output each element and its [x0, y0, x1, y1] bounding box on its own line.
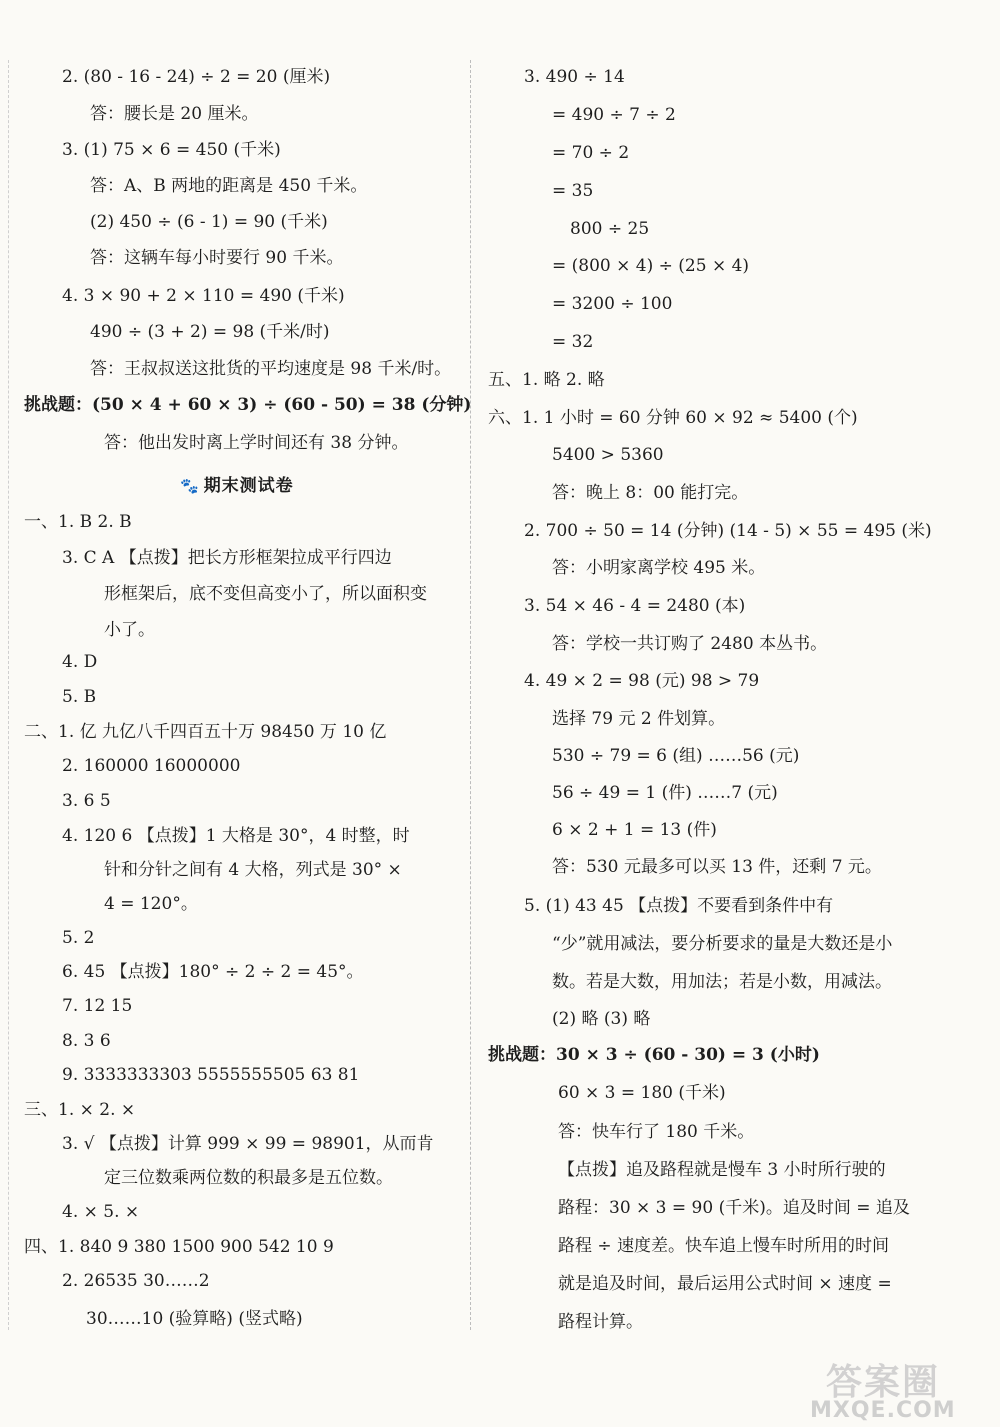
answer-line: 4 = 120°。 [104, 894, 198, 914]
answer-line: = 35 [552, 181, 594, 201]
paw-icon: 🐾 [180, 477, 200, 495]
answer-line: = 490 ÷ 7 ÷ 2 [552, 105, 676, 125]
answer-line: 路程 ÷ 速度差。快车追上慢车时所用的时间 [558, 1236, 890, 1256]
answer-line: 一、1. B 2. B [24, 512, 132, 532]
answer-line: 2. 700 ÷ 50 = 14 (分钟) (14 - 5) × 55 = 495 (米) [524, 521, 932, 541]
answer-line: (2) 450 ÷ (6 - 1) = 90 (千米) [90, 212, 328, 232]
answer-line: 30……10 (验算略) (竖式略) [86, 1309, 303, 1329]
answer-line: 路程计算。 [558, 1312, 643, 1332]
answer-line: 答：快车行了 180 千米。 [558, 1122, 755, 1142]
answer-line: 4. D [62, 652, 98, 672]
watermark-url: MXQE.COM [810, 1398, 956, 1423]
answer-line: 4. 49 × 2 = 98 (元) 98 > 79 [524, 671, 760, 691]
answer-line: 56 ÷ 49 = 1 (件) ……7 (元) [552, 783, 778, 803]
answer-line: 二、1. 亿 九亿八千四百五十万 98450 万 10 亿 [24, 722, 387, 742]
answer-line: 选择 79 元 2 件划算。 [552, 709, 726, 729]
answer-line: “少”就用减法，要分析要求的量是大数还是小 [552, 934, 893, 954]
answer-line: 三、1. × 2. × [24, 1100, 136, 1120]
answer-line: 答：小明家离学校 495 米。 [552, 558, 766, 578]
answer-line: 就是追及时间，最后运用公式时间 × 速度 = [558, 1274, 892, 1294]
answer-line: 答：王叔叔送这批货的平均速度是 98 千米/时。 [90, 359, 452, 379]
answer-line: 4. 3 × 90 + 2 × 110 = 490 (千米) [62, 286, 345, 306]
answer-line: = (800 × 4) ÷ (25 × 4) [552, 256, 750, 276]
answer-line: 4. 120 6 【点拨】1 大格是 30°，4 时整，时 [62, 826, 410, 846]
left-margin-line [8, 60, 9, 1330]
answer-line: 60 × 3 = 180 (千米) [558, 1083, 726, 1103]
site-watermark [806, 1362, 996, 1423]
answer-line: 答：530 元最多可以买 13 件，还剩 7 元。 [552, 857, 882, 877]
answer-line: 490 ÷ (3 + 2) = 98 (千米/时) [90, 322, 330, 342]
answer-line: 数。若是大数，用加法；若是小数，用减法。 [552, 972, 892, 992]
answer-line: 六、1. 1 小时 = 60 分钟 60 × 92 ≈ 5400 (个) [488, 408, 858, 428]
answer-line: 路程：30 × 3 = 90 (千米)。追及时间 = 追及 [558, 1198, 910, 1218]
answer-line: = 32 [552, 332, 594, 352]
answer-line: 【点拨】追及路程就是慢车 3 小时所行驶的 [558, 1160, 886, 1180]
answer-line: 答：A、B 两地的距离是 450 千米。 [90, 176, 368, 196]
answer-line: = 70 ÷ 2 [552, 143, 630, 163]
answer-line: 答：他出发时离上学时间还有 38 分钟。 [104, 433, 409, 453]
answer-line: 530 ÷ 79 = 6 (组) ……56 (元) [552, 746, 800, 766]
answer-line: 针和分针之间有 4 大格，列式是 30° × [104, 860, 402, 880]
answer-line: 6 × 2 + 1 = 13 (件) [552, 820, 717, 840]
column-divider [470, 60, 471, 1330]
answer-line: 四、1. 840 9 380 1500 900 542 10 9 [24, 1237, 334, 1257]
answer-line: 答：晚上 8：00 能打完。 [552, 483, 749, 503]
answer-line: 3. 54 × 46 - 4 = 2480 (本) [524, 596, 746, 616]
answer-line: 答：这辆车每小时要行 90 千米。 [90, 248, 344, 268]
answer-line: 3. 6 5 [62, 791, 111, 811]
answer-line: 小了。 [104, 620, 155, 640]
answer-line: = 3200 ÷ 100 [552, 294, 673, 314]
answer-line: 形框架后，底不变但高变小了，所以面积变 [104, 584, 427, 604]
answer-line: 定三位数乘两位数的积最多是五位数。 [104, 1168, 393, 1188]
answer-line: 5. B [62, 687, 97, 707]
answer-line: 2. 160000 16000000 [62, 756, 241, 776]
challenge-line: 挑战题：(50 × 4 + 60 × 3) ÷ (60 - 50) = 38 (分钟) [24, 395, 472, 415]
answer-line: 7. 12 15 [62, 996, 133, 1016]
answer-line: 4. × 5. × [62, 1202, 140, 1222]
answer-line: 3. 490 ÷ 14 [524, 67, 625, 87]
answer-line: 6. 45 【点拨】180° ÷ 2 ÷ 2 = 45°。 [62, 962, 364, 982]
answer-line: 5400 > 5360 [552, 445, 664, 465]
answer-line: 3. (1) 75 × 6 = 450 (千米) [62, 140, 281, 160]
answer-line: 2. (80 - 16 - 24) ÷ 2 = 20 (厘米) [62, 67, 331, 87]
answer-line: 五、1. 略 2. 略 [488, 370, 605, 390]
answer-line: 5. 2 [62, 928, 95, 948]
answer-line: 5. (1) 43 45 【点拨】不要看到条件中有 [524, 896, 834, 916]
answer-line: 8. 3 6 [62, 1031, 111, 1051]
answer-line: 3. C A 【点拨】把长方形框架拉成平行四边 [62, 548, 392, 568]
answer-line: 800 ÷ 25 [570, 219, 650, 239]
answer-line: (2) 略 (3) 略 [552, 1009, 651, 1029]
answer-line: 9. 3333333303 5555555505 63 81 [62, 1065, 360, 1085]
watermark-logo-text: 答案圈 [826, 1362, 941, 1403]
challenge-line: 挑战题：30 × 3 ÷ (60 - 30) = 3 (小时) [488, 1045, 820, 1065]
answer-line: 答：学校一共订购了 2480 本丛书。 [552, 634, 828, 654]
answer-line: 2. 26535 30……2 [62, 1271, 210, 1291]
section-title: 🐾 期末测试卷 [180, 476, 294, 496]
answer-line: 答：腰长是 20 厘米。 [90, 104, 259, 124]
answer-line: 3. √ 【点拨】计算 999 × 99 = 98901，从而肯 [62, 1134, 434, 1154]
